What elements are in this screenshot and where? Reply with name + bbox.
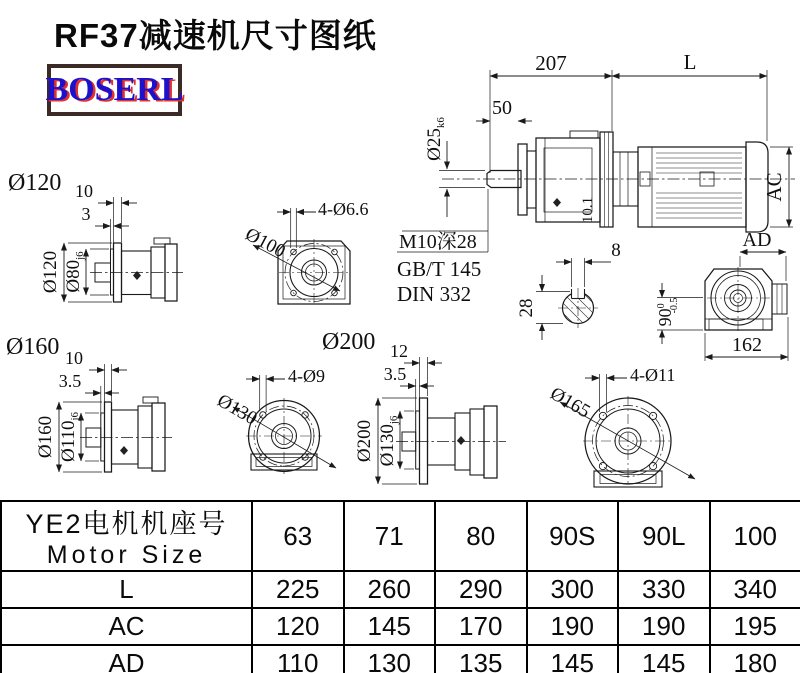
table-cell: 225 xyxy=(252,571,344,608)
flange160-title: Ø160 xyxy=(6,334,60,360)
flange160-step: 3.5 xyxy=(58,371,82,391)
table-cell: 260 xyxy=(344,571,436,608)
dim-162: 162 xyxy=(732,334,762,356)
flange160-plate: 10 xyxy=(65,348,83,368)
table-row-L xyxy=(1,571,800,608)
dim-90: $90^0$ -0.5 xyxy=(655,297,680,327)
flange120-spigot: $Ø80_{j6}$ xyxy=(63,251,86,293)
view-gearmotor-side xyxy=(424,50,795,232)
flange100-holes: 4-Ø6.6 xyxy=(318,199,369,219)
flange200-title: Ø200 xyxy=(322,329,376,355)
table-cell: 130 xyxy=(344,645,436,673)
row-label: L xyxy=(1,571,252,608)
view-flange160 xyxy=(6,334,172,472)
table-row-AD xyxy=(1,645,800,673)
dim-50: 50 xyxy=(492,97,512,119)
boserl-logo-text: BOSERL xyxy=(45,71,184,108)
row-label: AD xyxy=(1,645,252,673)
table-cell: 330 xyxy=(618,571,710,608)
thread-note xyxy=(397,189,488,306)
table-row-AC xyxy=(1,608,800,645)
flange100-bolt-circle: Ø100 xyxy=(241,223,289,263)
table-cell: 145 xyxy=(618,645,710,673)
table-cell: 190 xyxy=(527,608,619,645)
table-cell: 135 xyxy=(435,645,527,673)
table-header-row xyxy=(1,501,800,571)
row-label: AC xyxy=(1,608,252,645)
thread-note-line3: DIN 332 xyxy=(397,282,472,306)
dim-shaft-height: 28 xyxy=(516,298,537,318)
dim-207: 207 xyxy=(535,51,567,75)
table-cell: 145 xyxy=(344,608,436,645)
col-header: 90L xyxy=(618,501,710,571)
flange165-bolt-circle: Ø165 xyxy=(546,383,594,423)
col-header: 90S xyxy=(527,501,619,571)
flange130-holes: 4-Ø9 xyxy=(288,366,325,386)
table-cell: 290 xyxy=(435,571,527,608)
flange120-step: 3 xyxy=(81,204,91,224)
view-shaft-section xyxy=(516,240,621,365)
flange165-holes: 4-Ø11 xyxy=(630,365,676,385)
table-cell: 180 xyxy=(710,645,800,673)
table-cell: 195 xyxy=(710,608,800,645)
flange160-spigot: $Ø110_{j6}$ xyxy=(58,411,81,463)
col-header: 100 xyxy=(710,501,800,571)
view-flange130 xyxy=(214,366,337,474)
dim-shaft-dia: $Ø25_{k6}$ xyxy=(424,117,447,161)
col-header: 80 xyxy=(435,501,527,571)
flange160-outer: Ø160 xyxy=(35,415,56,459)
motor-size-table xyxy=(0,500,800,673)
flange130-bolt-circle: Ø130 xyxy=(213,390,261,430)
view-flange120 xyxy=(8,170,183,302)
table-cell: 190 xyxy=(618,608,710,645)
flange200-step: 3.5 xyxy=(383,364,407,384)
table-cell: 110 xyxy=(252,645,344,673)
flange200-plate: 12 xyxy=(390,341,408,361)
col-header: 63 xyxy=(252,501,344,571)
flange200-spigot: $Ø130_{j6}$ xyxy=(377,415,400,467)
table-cell: 145 xyxy=(527,645,619,673)
thread-note-line2: GB/T 145 xyxy=(397,257,482,281)
table-header-en: Motor Size xyxy=(46,541,207,569)
table-cell: 300 xyxy=(527,571,619,608)
dim-key-width: 8 xyxy=(611,240,621,261)
view-flange100 xyxy=(242,199,369,306)
page-title: RF37减速机尺寸图纸 xyxy=(54,17,377,54)
thread-note-line1: M10深28 xyxy=(399,231,477,253)
table-cell: 340 xyxy=(710,571,800,608)
table-header-label xyxy=(1,501,252,571)
table-header-cn: YE2电机机座号 xyxy=(25,509,228,539)
view-flange200 xyxy=(322,329,506,484)
dim-10-1: 10.1 xyxy=(580,196,596,224)
view-motor-rear xyxy=(655,229,788,361)
dim-AC: AC xyxy=(762,172,786,202)
dim-L: L xyxy=(683,50,697,74)
col-header: 71 xyxy=(344,501,436,571)
view-flange165 xyxy=(547,365,696,487)
flange120-outer: Ø120 xyxy=(40,250,61,294)
table-cell: 120 xyxy=(252,608,344,645)
table-cell: 170 xyxy=(435,608,527,645)
flange200-outer: Ø200 xyxy=(354,419,375,463)
flange120-plate: 10 xyxy=(75,181,93,201)
dim-AD: AD xyxy=(742,229,772,251)
flange120-title: Ø120 xyxy=(8,170,62,196)
